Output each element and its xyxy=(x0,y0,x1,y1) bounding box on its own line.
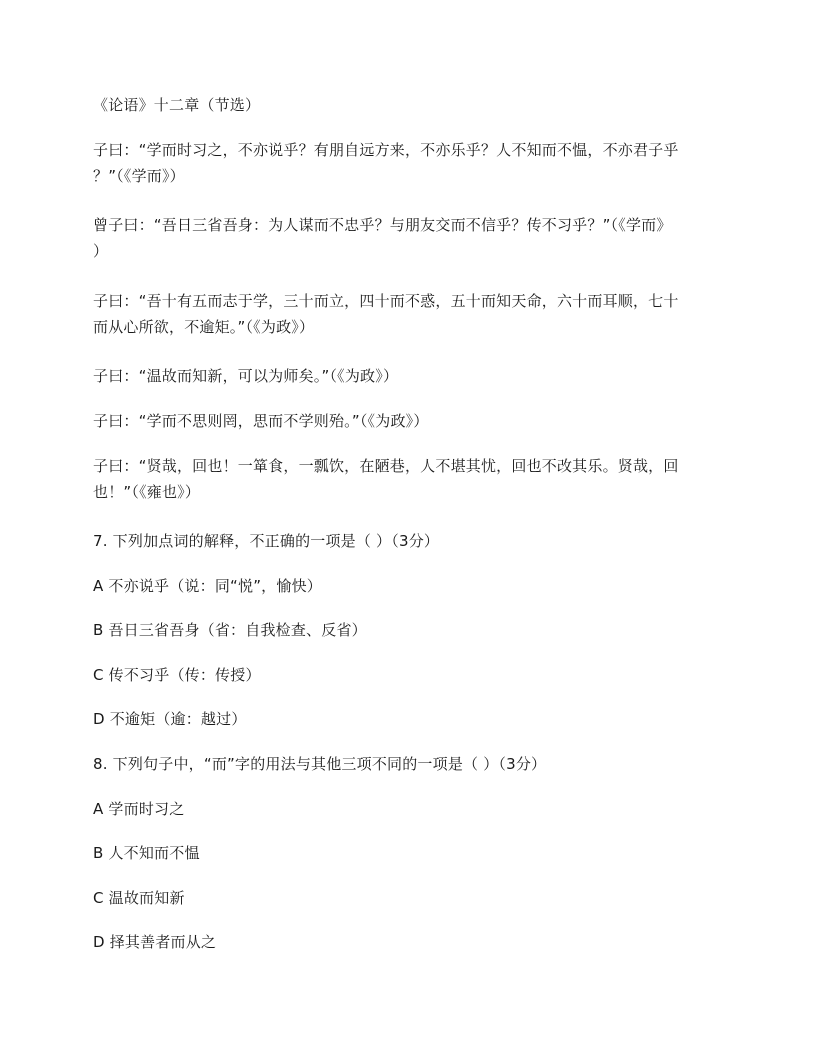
passage-2-line-2: ） xyxy=(93,242,109,260)
question-8-option-a: A 学而时习之 xyxy=(93,800,185,818)
passage-1-line-1: 子曰：“学而时习之，不亦说乎？有朋自远方来，不亦乐乎？人不知而不愠，不亦君子乎 xyxy=(93,141,679,159)
question-8-option-d: D 择其善者而从之 xyxy=(93,933,217,951)
passage-6-line-2: 也！”（《雍也》） xyxy=(93,483,201,501)
passage-2-line-1: 曾子曰：“吾日三省吾身：为人谋而不忠乎？与朋友交而不信乎？传不习乎？”（《学而》 xyxy=(93,216,672,234)
passage-6-line-1: 子曰：“贤哉，回也！一箪食，一瓢饮，在陋巷，人不堪其忧，回也不改其乐。贤哉，回 xyxy=(93,457,679,475)
question-7-option-b: B 吾日三省吾身（省：自我检查、反省） xyxy=(93,621,367,639)
question-7-stem: 7. 下列加点词的解释，不正确的一项是（ ）（3分） xyxy=(93,532,440,550)
question-7-option-c: C 传不习乎（传：传授） xyxy=(93,666,261,684)
question-7-option-a: A 不亦说乎（说：同“悦”，愉快） xyxy=(93,577,322,595)
passage-5-line-1: 子曰：“学而不思则罔，思而不学则殆。”（《为政》） xyxy=(93,412,429,430)
question-8-option-b: B 人不知而不愠 xyxy=(93,844,200,862)
passage-1-line-2: ？”（《学而》） xyxy=(93,167,185,185)
question-8-option-c: C 温故而知新 xyxy=(93,889,185,907)
passage-4-line-1: 子曰：“温故而知新，可以为师矣。”（《为政》） xyxy=(93,367,399,385)
question-7-option-d: D 不逾矩（逾：越过） xyxy=(93,710,247,728)
question-8-stem: 8. 下列句子中，“而”字的用法与其他三项不同的一项是（ ）（3分） xyxy=(93,755,547,773)
passage-3-line-2: 而从心所欲，不逾矩。”（《为政》） xyxy=(93,318,315,336)
document-title: 《论语》十二章（节选） xyxy=(93,96,261,114)
passage-3-line-1: 子曰：“吾十有五而志于学，三十而立，四十而不惑，五十而知天命，六十而耳顺，七十 xyxy=(93,292,679,310)
